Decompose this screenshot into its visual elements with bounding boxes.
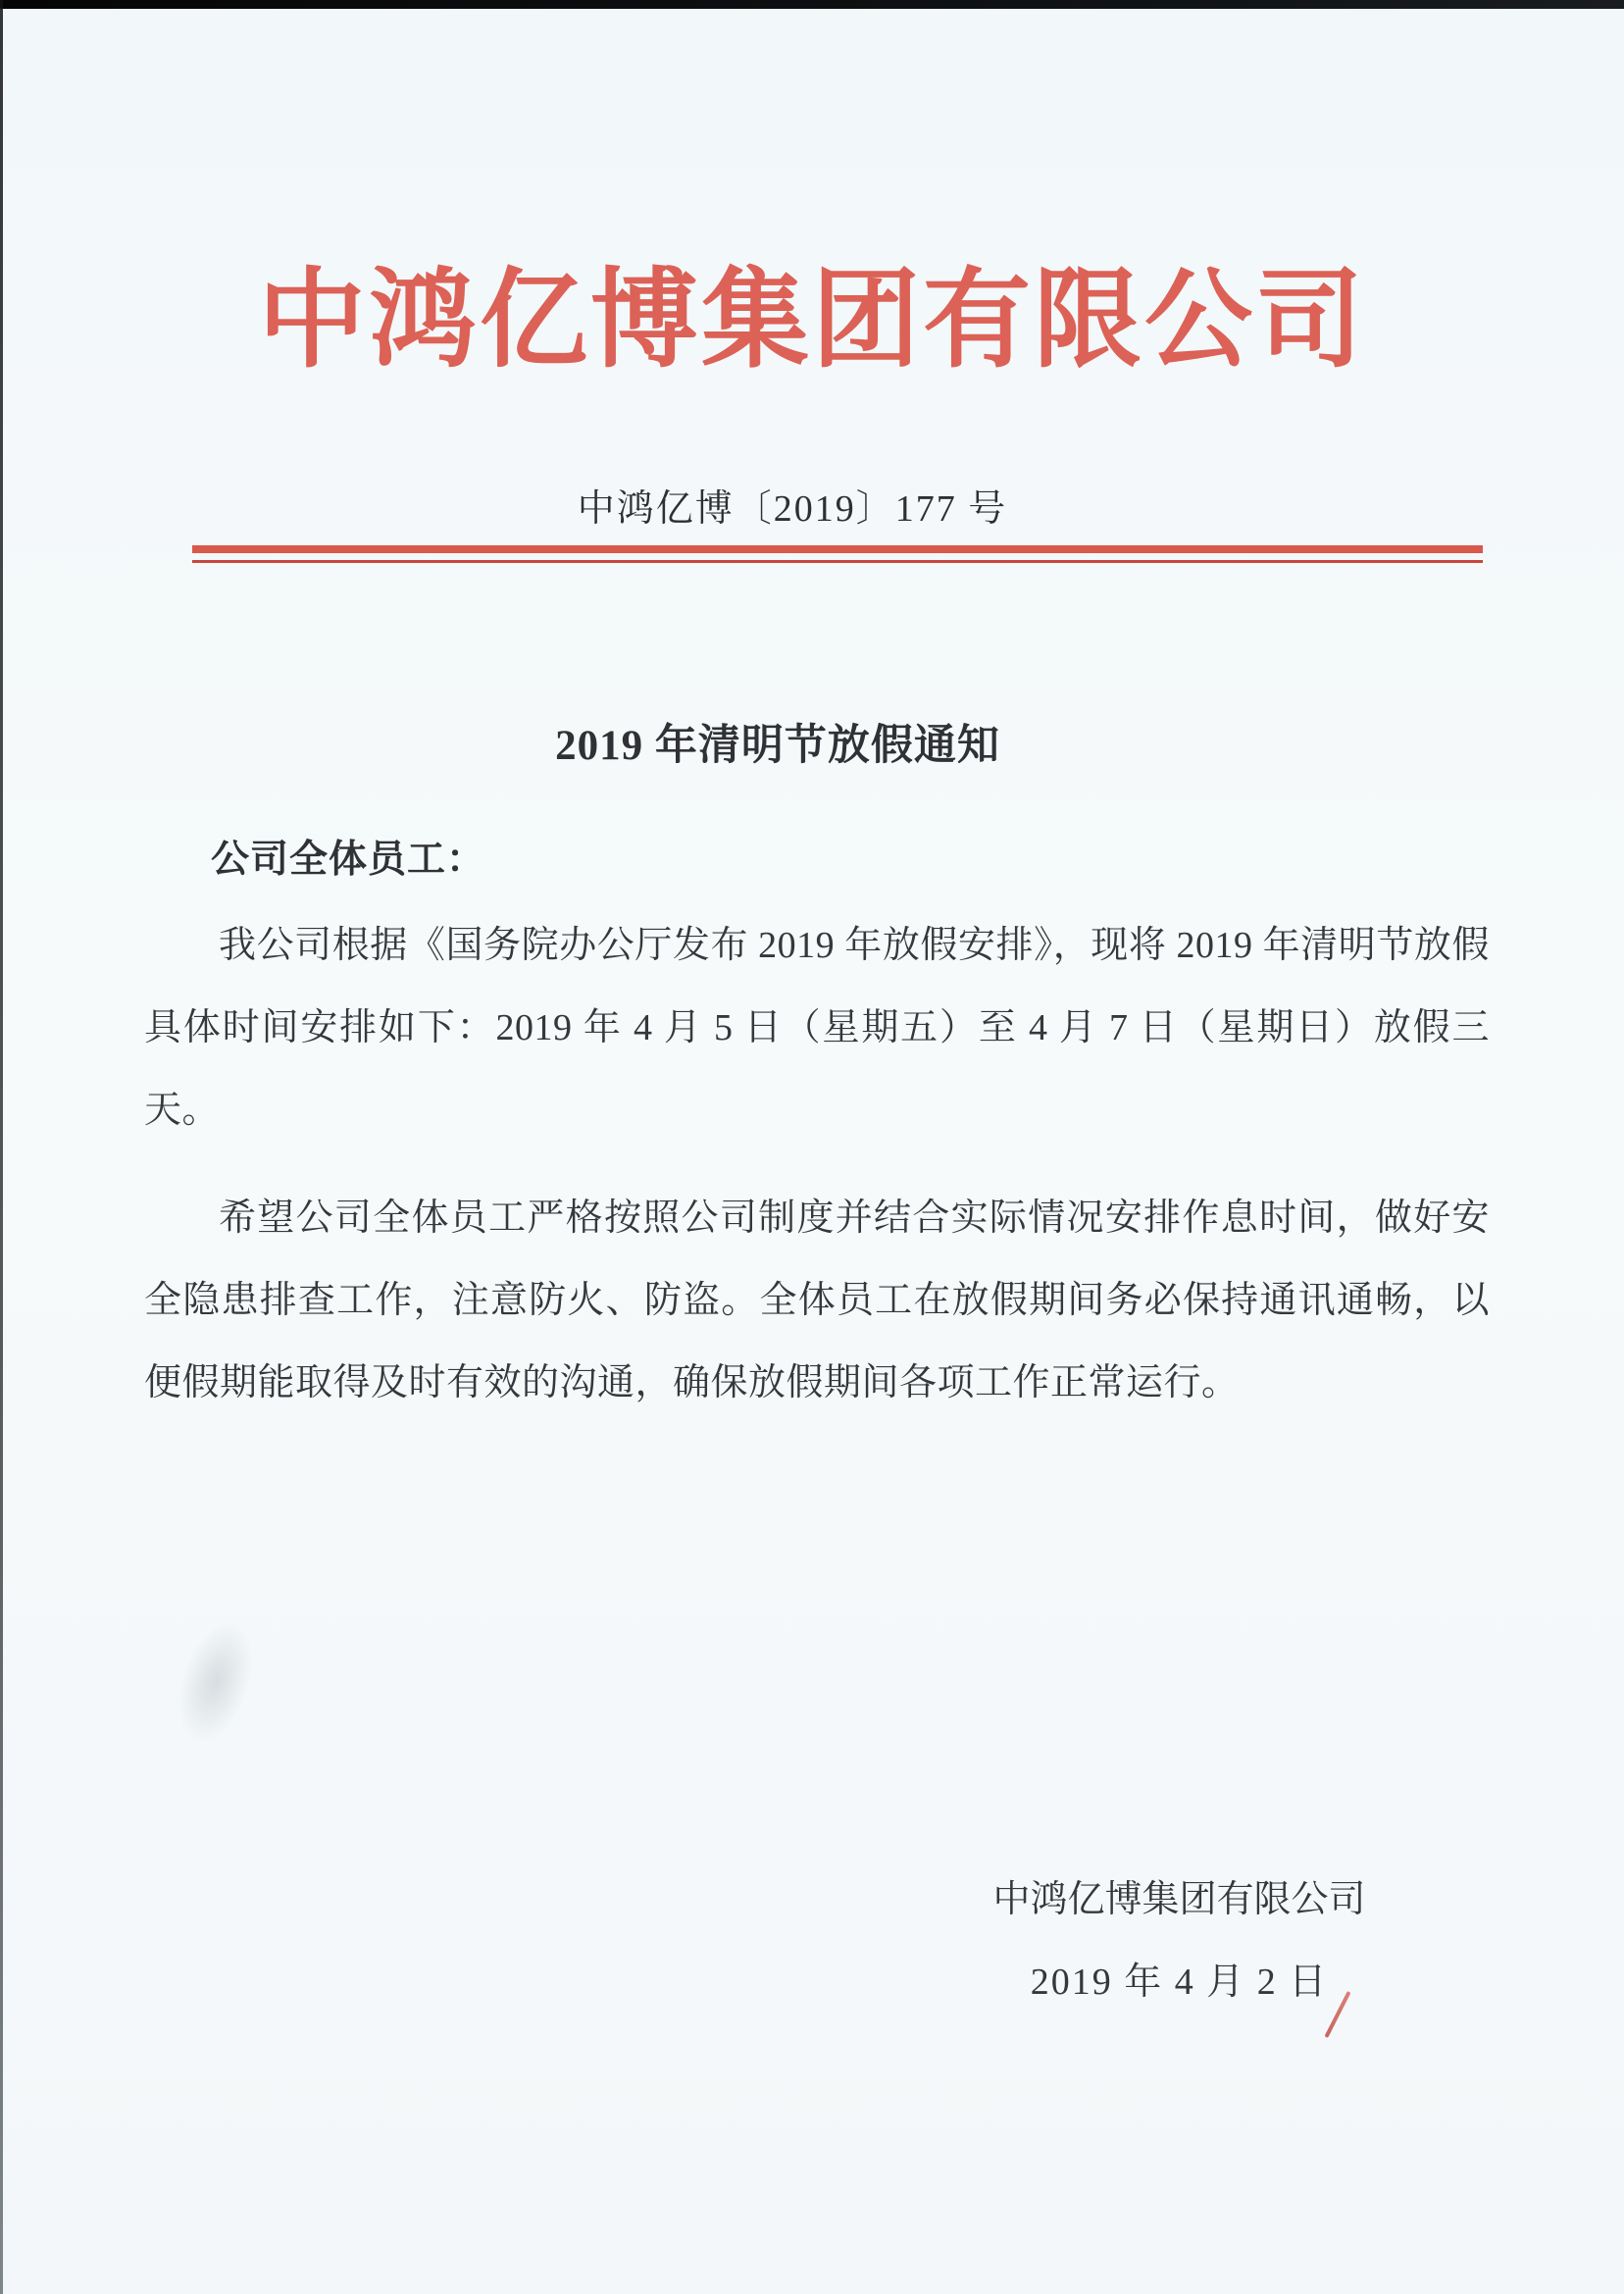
- body-paragraph-2: 希望公司全体员工严格按照公司制度并结合实际情况安排作息时间，做好安全隐患排查工作，注意防火、防盗。全体员工在放假期间务必保持通讯通畅，以便假期能取得及时有效的沟通，确保放假期间各项工作正常运行。: [144, 1198, 1490, 1403]
- scan-smudge-mark: [164, 1610, 269, 1753]
- signature-date: 2019 年 4 月 2 日: [1030, 1962, 1329, 2003]
- notice-title: 2019 年清明节放假通知: [555, 723, 1000, 769]
- letterhead-company-name: 中鸿亿博集团有限公司: [258, 261, 1366, 381]
- body-paragraph-1: 我公司根据《国务院办公厅发布 2019 年放假安排》，现将 2019 年清明节放假具体时间安排如下：2019 年 4 月 5 日（星期五）至 4 月 7 日（星期日）放假三天。: [144, 925, 1490, 1131]
- notice-body: [144, 904, 1490, 1450]
- scan-artifact-top-edge: [0, 0, 1624, 9]
- red-divider-thin: [192, 560, 1483, 563]
- red-divider-thick: [192, 545, 1483, 553]
- signature-company: 中鸿亿博集团有限公司: [992, 1879, 1366, 1920]
- salutation: 公司全体员工：: [211, 839, 486, 881]
- signature-block: [986, 1859, 1373, 2023]
- document-number: 中鸿亿博〔2019〕177 号: [577, 488, 1008, 530]
